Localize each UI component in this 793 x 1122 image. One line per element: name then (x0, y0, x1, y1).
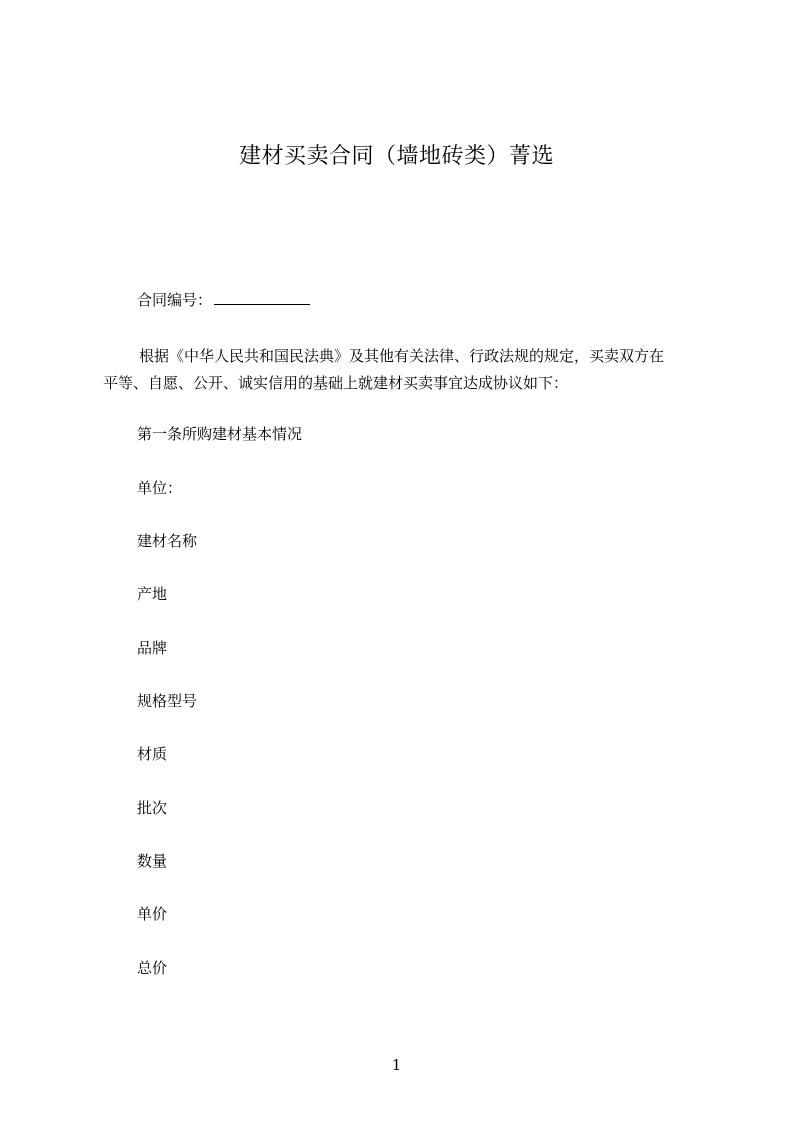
section-1-heading: 第一条所购建材基本情况 (137, 425, 303, 443)
field-total-price: 总价 (137, 959, 168, 977)
contract-number-label: 合同编号： (137, 291, 213, 309)
field-material-name: 建材名称 (137, 532, 198, 550)
intro-line-2: 平等、自愿、公开、诚实信用的基础上就建材买卖事宜达成协议如下： (103, 374, 569, 392)
document-title: 建材买卖合同（墙地砖类）菁选 (238, 144, 554, 169)
field-texture: 材质 (137, 745, 168, 763)
page-number: 1 (391, 1056, 402, 1074)
field-origin: 产地 (137, 585, 168, 603)
field-unit: 单位： (137, 479, 183, 497)
field-unit-price: 单价 (137, 905, 168, 923)
intro-paragraph (103, 343, 703, 397)
contract-number-blank (214, 290, 310, 305)
contract-number-line (137, 289, 310, 311)
intro-line-1: 根据《中华人民共和国民法典》及其他有关法律、行政法规的规定，买卖双方在 (139, 347, 665, 365)
field-brand: 品牌 (137, 639, 168, 657)
field-quantity: 数量 (137, 852, 168, 870)
field-batch: 批次 (137, 799, 168, 817)
field-model: 规格型号 (137, 692, 198, 710)
